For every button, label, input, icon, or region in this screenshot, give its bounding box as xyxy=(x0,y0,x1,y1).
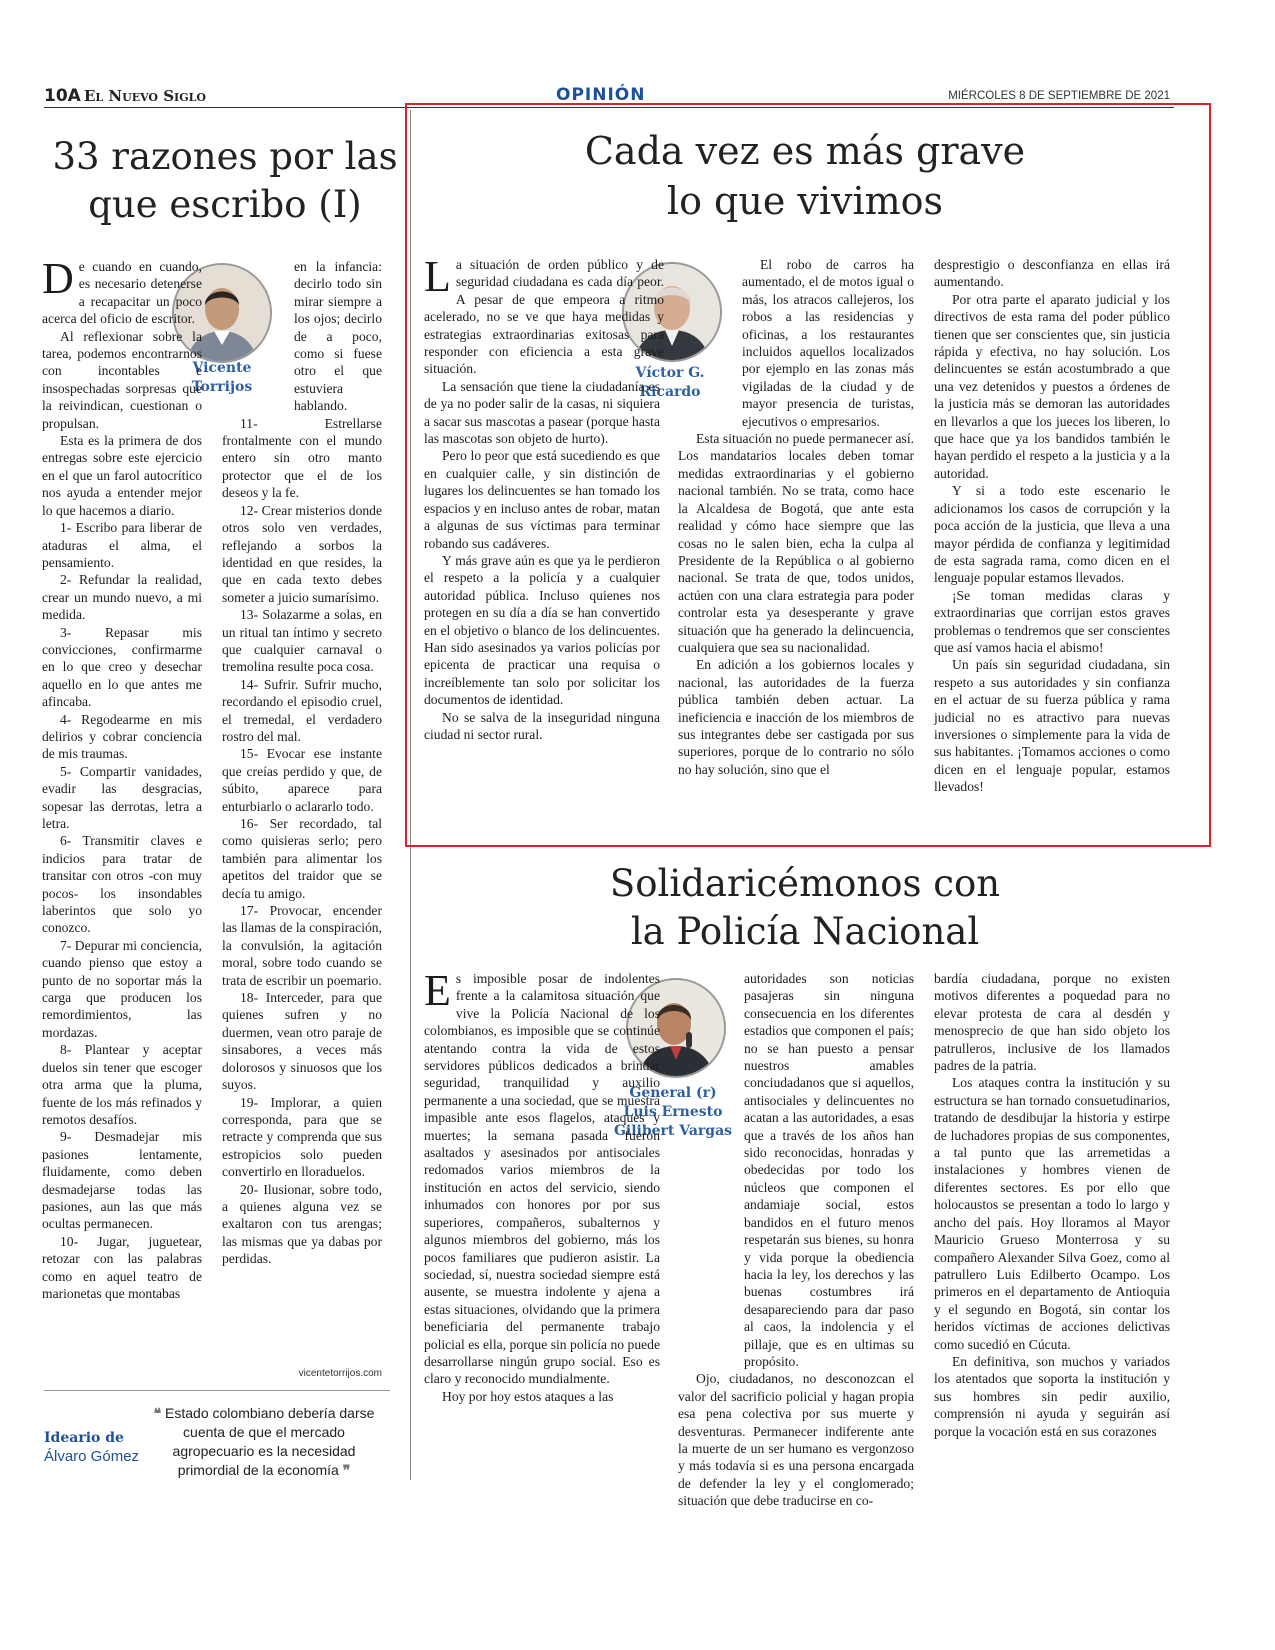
quote-open-icon: ❝ xyxy=(153,1405,162,1421)
article2-paragraph: Pero lo peor que está sucediendo es que en cualquier calle, y sin distinción de lugares los delincuentes se han tomado los espacios y en incluso antes de robar, matan a algunas de sus víctimas para terminar robando sus cadáveres. xyxy=(424,448,660,551)
article1-paragraph: 7- Depurar mi conciencia, cuando pienso que estoy a punto de no soportar más la carga que producen los remordimientos, las mordazas. xyxy=(42,937,202,1040)
article2-title-line1: Cada vez es más grave xyxy=(584,129,1026,173)
article1-paragraph: en la infancia: decirlo todo sin mirar siempre a los ojos; decirlo de a poco, como si fuese otro el que estuviera hablando. xyxy=(294,259,382,414)
article1-paragraph: 15- Evocar ese instante que creías perdido y que, de súbito, aparece para enturbiarlo o aclararlo todo. xyxy=(222,746,382,814)
article1-paragraph: 12- Crear misterios donde otros solo ven verdades, reflejando a sorbos la identidad en que resides, la que en cada texto debes someter a juicio sumarísimo. xyxy=(222,502,382,605)
article1-title-line1: 33 razones por las xyxy=(52,135,398,178)
article1-paragraph: Al reflexionar sobre la tarea, podemos encontrarnos con incontables e insospechadas sorpresas que la reivindican, cuestionan o propulsan. xyxy=(42,328,202,431)
article1-paragraph: 18- Interceder, para que quienes sufren y no duermen, vean otro paraje de sinsabores, a veces más dolorosos y sinuosos que los suyos. xyxy=(222,990,382,1093)
article3-title-line2: la Policía Nacional xyxy=(630,910,980,953)
article1-paragraph: 17- Provocar, encender las llamas de la conspiración, la convulsión, la agitación moral, sobre todo cuando se trata de escribir un poemario. xyxy=(222,903,382,988)
article1-paragraph: 9- Desmadejar mis pasiones lentamente, fluidamente, como deben desmadejarse todas las pasiones, aun las que más ocultas permanecen. xyxy=(42,1129,202,1232)
article3-paragraph: Hoy por hoy estos ataques a las xyxy=(442,1388,614,1404)
article2-title-line2: lo que vivimos xyxy=(666,179,944,223)
author-last-name: Gilibert Vargas xyxy=(613,1123,733,1139)
article3-paragraph: Los ataques contra la institución y su estructura se han tornado consuetudinarios, tratando de desdibujar la historia y estirpe de luchadores propias de sus componentes, a tal punto que las arremetidas a instalaciones y hombres vienen de diferentes sectores. Es por ello que holocaustos se presentan a todo lo largo y ancho del país. Hoy lloramos al Mayor Mauricio Grueso Monterrosa y su compañero Alexander Silva Goez, como al patrullero Luis Edilberto Ocampo. Los primeros en el departamento de Antioquia y el segundo en Bogotá, sin contar los heridos víctimas de acciones delictivas como sucedió en Cúcuta. xyxy=(934,1075,1170,1352)
article2-paragraph: desprestigio o desconfianza en ellas irá aumentando. xyxy=(934,257,1170,290)
author-first-name: Vicente xyxy=(192,360,252,376)
article2-column-2 xyxy=(678,256,914,778)
article1-paragraph: 6- Transmitir claves e indicios para tratar de transitar con otros -con muy pocos- los insondables laberintos que solo yo conozco. xyxy=(42,833,202,936)
article2-column-1 xyxy=(424,252,664,743)
article2-paragraph: La sensación que tiene la ciudadanía es de ya no poder salir de la casas, ni siquiera a sacar sus mascotas a pasear (porque hasta las mascotas son objeto de hurto). xyxy=(424,378,660,447)
article1-paragraph: 14- Sufrir. Sufrir mucho, recordando el episodio cruel, el tremedal, el verdadero rostro del mal. xyxy=(222,676,382,744)
author-first-name: Luis Ernesto xyxy=(623,1104,723,1120)
article1-paragraph: 8- Plantear y aceptar duelos sin tener que escoger otra arma que la pluma, fuente de los más refinados y remotos desafíos. xyxy=(42,1042,202,1127)
author-title: General (r) xyxy=(629,1085,717,1101)
article2-paragraph: En adición a los gobiernos locales y nacional, las autoridades de la fuerza pública también deben actuar. La ineficiencia e inacción de los miembros de sus integrantes debe ser castigada por sus superiores, porque de lo contrario no sólo no hay solución, sino que el xyxy=(678,657,914,777)
page-number: 10A xyxy=(44,86,81,106)
ideario-quote xyxy=(150,1404,378,1480)
dropcap: E xyxy=(424,966,451,1015)
article2-paragraph: Un país sin seguridad ciudadana, sin respeto a sus autoridades y sin confianza en el actuar de su fuerza pública y rama judicial no es atractivo para nuevas inversiones o simplemente para la vida de sus habitantes. ¡Tomamos acciones o como dicen en el lenguaje popular, estamos llevados! xyxy=(934,657,1170,795)
author-last-name: Ricardo xyxy=(639,384,701,400)
ideario-label-name: Álvaro Gómez xyxy=(44,1448,140,1465)
article1-paragraph: 1- Escribo para liberar de ataduras el alma, el pensamiento. xyxy=(42,520,202,570)
article3-paragraph: Ojo, ciudadanos, no desconozcan el valor del sacrificio policial y hagan propia esa pena colectiva por sus muerte y desventuras. Permanecer indiferente ante la muerte de un ser humano es vergonzoso y más todavía si es una persona encargada de defender la ley y el conglomerado; situación que debe traducirse en co- xyxy=(678,1371,914,1509)
article2-paragraph: ¡Se toman medidas claras y extraordinarias que corrijan estos graves problemas o tendremos que ser conscientes que así vamos hacia el abismo! xyxy=(934,587,1170,655)
article1-paragraph: 16- Ser recordado, tal como quisieras serlo; pero también para alimentar los apetitos del traidor que se decía tu amigo. xyxy=(222,816,382,901)
ideario-label-title: Ideario de xyxy=(44,1430,124,1446)
article2-paragraph: La situación de orden público y de seguridad ciudadana es cada día peor. A pesar de que empeora a ritmo acelerado, no se ve que haya medidas y estrategias extraordinarias exitosas para responder con eficiencia a esta grave situación. xyxy=(424,252,664,377)
dropcap: L xyxy=(424,252,451,301)
ideario-rule xyxy=(44,1390,390,1391)
article1-title-line2: que escribo (I) xyxy=(88,183,362,226)
article1-paragraph: 4- Regodearme en mis delirios y cobrar conciencia de mis traumas. xyxy=(42,711,202,762)
article2-column-3 xyxy=(934,256,1170,796)
article1-paragraph: 11- Estrellarse frontalmente con el mundo entero sin otro manto protector que el de los deseos y la fe. xyxy=(222,415,382,501)
author-signature: vicentetorrijos.com xyxy=(298,1368,382,1379)
article2-paragraph: Esta situación no puede permanecer así. Los mandatarios locales deben tomar medidas extraordinarias y el gobierno nacional también. No se trata, como hace la Alcaldesa de Bogotá, que ante esta realidad y cómo hace siempre que las cosas no le salen bien, echa la culpa al Presidente de la República o al gobierno nacional. Se trata de que, todos unidos, actúen con una clara estrategia para poder controlar esta ya desesperante y grave situación que ha generado la delincuencia, cualquiera que sea su nacionalidad. xyxy=(678,431,914,655)
article3-paragraph: bardía ciudadana, porque no existen motivos diferentes a poquedad para no elevar protesta de cara al desdén y menosprecio de que han sido objeto los patrulleros, inclusive de los llamados padres de la patria. xyxy=(934,971,1170,1074)
article2-title xyxy=(410,126,1200,226)
newspaper-name: El Nuevo Siglo xyxy=(84,87,206,105)
article1-paragraph: 2- Refundar la realidad, crear un mundo nuevo, a mi medida. xyxy=(42,572,202,623)
article3-column-3 xyxy=(934,970,1170,1440)
ideario-label xyxy=(44,1430,144,1465)
article3-column-1 xyxy=(424,966,660,1405)
article2-paragraph: No se salva de la inseguridad ninguna ciudad ni sector rural. xyxy=(424,709,660,742)
article3-paragraph: autoridades son noticias pasajeras sin ninguna consecuencia en los diferentes estadios que componen el país; no se han puesto a pensar nuestros amables conciudadanos que si aquellos, antisociales y delincuentes no acatan a las autoridades, a esas que a través de los años han sido reconocidas, honradas y obedecidas por todo los núcleos que componen el andamiaje social, estos bandidos en el futuro menos respetarán sus bienes, su honra y vida porque la obediencia hacia la ley, los derechos y las buenas costumbres irá desapareciendo para dar paso al caos, la indolencia y el pillaje, que es en ultimas su propósito. xyxy=(744,971,914,1369)
article1-paragraph: 19- Implorar, a quien corresponda, para que se retracte y comprenda que sus estropicios solo pueden convertirlo en lloraduelos. xyxy=(222,1094,382,1180)
article3-column-2 xyxy=(678,970,914,1510)
article3-title-line1: Solidaricémonos con xyxy=(609,862,1001,905)
article2-paragraph: El robo de carros ha aumentado, el de motos igual o más, los atracos callejeros, los robos a las residencias y oficinas, a los restaurantes incluidos aquellos localizados por ejemplo en las zonas más vigiladas de la ciudad y de mayor presencia de turistas, ejecutivos o empresarios. xyxy=(742,257,914,429)
article1-column-2 xyxy=(222,258,382,1268)
article3-paragraph: Es imposible posar de indolentes frente a la calamitosa situación que vive la Policía Nacional de los colombianos, es imposible que se continúe atentando contra la vida de estos servidores públicos dedicados a brindar seguridad, tranquilidad y auxilio permanente a una sociedad, que se muestra impasible ante esos flagelos, ataques y muertes; la semana pasada fueron asaltados y asesinados por antisociales redomados varios miembros de la institución en actos del servicio, siendo inhumados con honores por por sus superiores, compañeros, subalternos y algunos miembros del gobierno, más los pocos familiares que pudieron asistir. La sociedad, sí, nuestra sociedad siempre está ausente, se muestra indolente y ajena a estas situaciones, olvidando que la primera beneficiaria del permanente trabajo policial es ella, porque sin policía no puede desarrollarse ningún grupo social. Eso es claro y reconocido mundialmente. xyxy=(424,966,660,1387)
article1-paragraph: Esta es la primera de dos entregas sobre este ejercicio en el que un farol autocrítico nos ayuda a entender mejor lo que hacemos a diario. xyxy=(42,433,202,518)
article1-paragraph: 10- Jugar, juguetear, retozar con las palabras como en aquel teatro de marionetas que montabas xyxy=(42,1233,202,1301)
author-last-name: Torrijos xyxy=(191,379,253,395)
dropcap: D xyxy=(42,254,74,303)
article2-paragraph: Por otra parte el aparato judicial y los directivos de esta rama del poder público tienen que ser conscientes que, sin justicia rápida y efectiva, no hay solución. Los delincuentes se están acostumbrado a que una vez detenidos y puestos a órdenes de la justicia más se demoran las autoridades en llevarlos a que los jueces los liberen, lo que hace que ya los bandidos también le hayan perdido el respeto a la justicia y a la autoridad. xyxy=(934,291,1170,481)
article3-title xyxy=(410,860,1200,956)
article1-paragraph: De cuando en cuando, es necesario detenerse a recapacitar un poco acerca del oficio de escritor. xyxy=(42,254,202,327)
article1-paragraph: 5- Compartir vanidades, evadir las desgracias, sopesar las derrotas, letra a letra. xyxy=(42,763,202,831)
section-name: OPINIÓN xyxy=(556,85,646,105)
ideario-quote-text: Estado colombiano debería darse cuenta de que el mercado agropecuario es la necesidad primordial de la economía xyxy=(165,1405,375,1478)
article1-paragraph: 13- Solazarme a solas, en un ritual tan íntimo y secreto que cualquier carnaval o tremolina resulte poca cosa. xyxy=(222,607,382,675)
article2-paragraph: Y más grave aún es que ya le perdieron el respeto a la policía y a cualquier autoridad pública. Incluso quienes nos protegen en su día a día se han convertido en el objetivo o blanco de los delincuentes. Han sido asesinados ya varios policías por epicenta de practicar una requisa o increíblemente tan solo por solicitar los documentos de identidad. xyxy=(424,552,660,708)
article2-paragraph: Y si a todo este escenario le adicionamos los casos de corrupción y la poca acción de la justicia, que lleva a una mayor pérdida de confianza y legitimidad de esta sagrada rama, como dicen en el lenguaje popular estamos llevados. xyxy=(934,483,1170,586)
issue-date: MIÉRCOLES 8 DE SEPTIEMBRE DE 2021 xyxy=(948,90,1170,102)
article3-paragraph: En definitiva, son muchos y variados los atentados que soporta la institución y sus hombres sin pedir auxilio, comprensión ni ayuda y seguirán así porque la vocación está en sus corazones xyxy=(934,1353,1170,1439)
author-first-name: Víctor G. xyxy=(635,365,705,381)
article1-title xyxy=(40,133,410,229)
article1-paragraph: 20- Ilusionar, sobre todo, a quienes alguna vez se exaltaron con tus arengas; las mismas que ya dabas por perdidas. xyxy=(222,1181,382,1267)
quote-close-icon: ❞ xyxy=(342,1462,351,1478)
article1-paragraph: 3- Repasar mis convicciones, confirmarme en lo que creo y desechar aquello en lo que antes me afincaba. xyxy=(42,624,202,710)
article1-column-1 xyxy=(42,254,202,1302)
